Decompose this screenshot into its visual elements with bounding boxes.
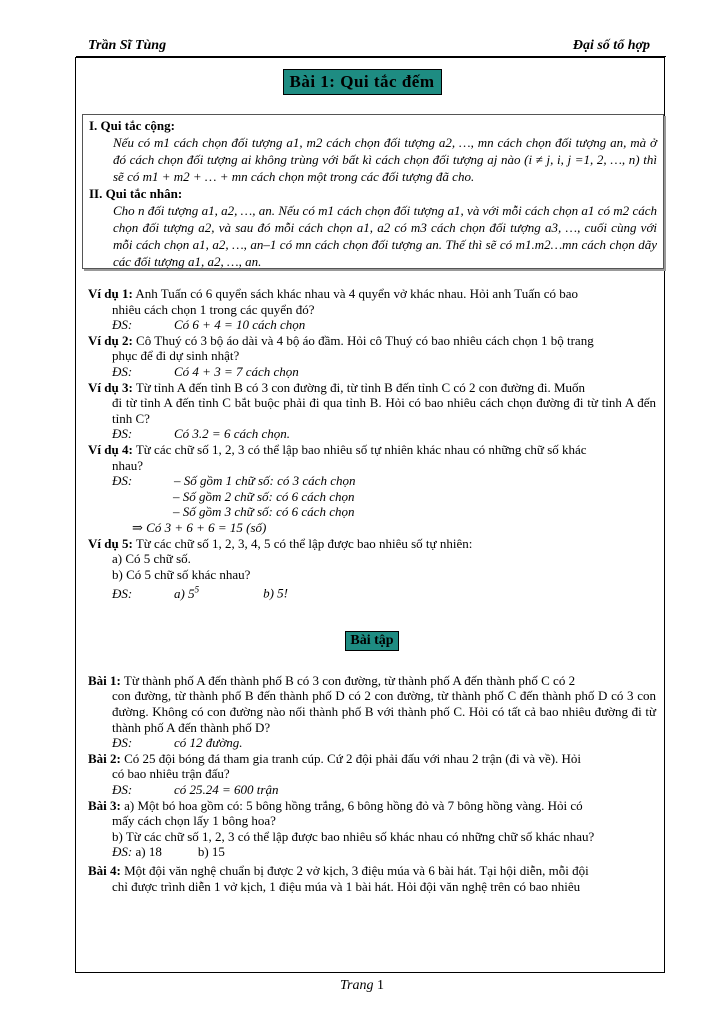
header-author: Trần Sĩ Tùng	[88, 38, 167, 53]
exercise-question: Có 25 đội bóng đá tham gia tranh cúp. Cứ 2 đội phải đấu với nhau 2 trận (đi và về). Hỏi	[124, 750, 582, 766]
answer-text: Có 6 + 4 = 10 cách chọn	[174, 317, 306, 333]
answer-label: ĐS:	[112, 473, 133, 489]
example-question: Từ các chữ số 1, 2, 3, 4, 5 có thể lập được bao nhiêu số tự nhiên:	[135, 535, 473, 551]
example-part-b: b) Có 5 chữ số khác nhau?	[112, 566, 251, 582]
exercise-answer	[112, 844, 656, 860]
answer-text: có 12 đường.	[174, 735, 243, 751]
answer-text: Có 3.2 = 6 cách chọn.	[174, 426, 291, 442]
lesson-title-text: Bài 1: Qui tắc đếm	[283, 69, 442, 95]
example-question-cont: phục để đi dự sinh nhật?	[112, 348, 240, 364]
example-answer	[112, 473, 656, 489]
answer-text: có 25.24 = 600 trận	[174, 781, 279, 797]
answer-item: – Số gồm 2 chữ số: có 6 cách chọn	[173, 488, 355, 504]
answer-a-base: a) 5	[174, 585, 195, 601]
exercise-2	[88, 751, 656, 767]
footer-label: Trang	[340, 978, 374, 993]
example-4	[88, 442, 656, 458]
example-label: Ví dụ 5:	[88, 535, 133, 551]
example-part-a: a) Có 5 chữ số.	[112, 551, 191, 567]
exercise-label: Bài 2:	[88, 750, 121, 766]
answer-label: ĐS:	[112, 735, 133, 751]
example-label: Ví dụ 3:	[88, 379, 133, 395]
example-2	[88, 333, 656, 349]
example-3	[88, 380, 656, 396]
exercises-title-text: Bài tập	[345, 631, 398, 651]
exercise-part-b: b) Từ các chữ số 1, 2, 3 có thể lập được bao nhiêu số khác nhau có những chữ số khác nhau?	[112, 828, 595, 844]
answer-label: ĐS:	[112, 844, 133, 860]
answer-b: b) 5!	[263, 585, 289, 601]
example-label: Ví dụ 2:	[88, 332, 133, 348]
answer-label: ĐS:	[112, 317, 133, 333]
answer-item: – Số gồm 3 chữ số: có 6 cách chọn	[173, 504, 355, 520]
example-question: Cô Thuý có 3 bộ áo dài và 4 bộ áo đầm. Hỏi cô Thuý có bao nhiêu cách chọn 1 bộ trang	[136, 332, 594, 348]
header-subject: Đại số tổ hợp	[572, 38, 650, 53]
example-answer	[112, 364, 656, 380]
exercise-answer	[112, 782, 656, 798]
exercise-question: Một đội văn nghệ chuẩn bị được 2 vở kịch, 3 điệu múa và 6 bài hát. Tại hội diễn, mỗi đội	[124, 862, 589, 878]
example-1	[88, 286, 656, 302]
answer-label: ĐS:	[112, 363, 133, 379]
exercise-question: Từ thành phố A đến thành phố B có 3 con đường, từ thành phố A đến thành phố C có 2	[123, 672, 576, 688]
exercise-label: Bài 3:	[88, 797, 121, 813]
rule1-heading: I. Qui tắc cộng:	[89, 118, 175, 133]
exercise-answer	[112, 735, 656, 751]
page-number: 1	[376, 978, 384, 993]
rule2-heading: II. Qui tắc nhân:	[89, 186, 183, 201]
answer-text: Có 4 + 3 = 7 cách chọn	[174, 363, 299, 379]
exercise-question: a) Một bó hoa gồm có: 5 bông hồng trắng, 6 bông hồng đỏ và 7 bông hồng vàng. Hỏi có	[124, 797, 583, 813]
example-question-cont: nhau?	[112, 457, 144, 473]
exercise-1	[88, 673, 656, 689]
exercise-label: Bài 1:	[88, 672, 121, 688]
answer-label: ĐS:	[112, 781, 133, 797]
answer-a: a) 18	[135, 844, 162, 860]
rule1-text: Nếu có m1 cách chọn đối tượng a1, m2 cách chọn đối tượng a2, …, mn cách chọn đối tượng an, mà ở đó cách chọn đối tượng ai không trùng với bất kì cách chọn đối tượng aj nào (i ≠ j, i, j =1, 2, …, n) thì sẽ có m1 + m2 + … + mn cách chọn một trong các đối tượng đã cho.	[113, 135, 657, 184]
example-question: Từ các chữ số 1, 2, 3 có thể lập bao nhiêu số tự nhiên khác nhau có những chữ số khác	[135, 441, 587, 457]
example-label: Ví dụ 4:	[88, 441, 133, 457]
page-footer	[0, 978, 724, 994]
exercise-question-cont: có bao nhiêu trận đấu?	[112, 766, 230, 782]
answer-conclusion: ⇒ Có 3 + 6 + 6 = 15 (số)	[132, 519, 267, 535]
example-question: Anh Tuấn có 6 quyển sách khác nhau và 4 quyển vở khác nhau. Hỏi anh Tuấn có bao	[135, 286, 579, 301]
example-answer	[112, 317, 656, 333]
answer-a	[174, 586, 199, 601]
exercise-question-cont: con đường, từ thành phố B đến thành phố D có 2 con đường, từ thành phố C đến thành phố D có 3 con đường. Không có con đường nào nối thành phố B với thành phố C. Hỏi có tất cả bao nhiêu đường đi từ thành phố A đến thành phố D?	[112, 688, 656, 735]
example-question-cont: nhiêu cách chọn 1 trong các quyển đó?	[112, 301, 315, 317]
exercise-4	[88, 863, 656, 879]
answer-label: ĐS:	[112, 585, 133, 601]
exercise-3	[88, 798, 656, 814]
answer-a-exponent: 5	[194, 584, 200, 595]
exercise-question-cont: chỉ được trình diễn 1 vở kịch, 1 điệu múa và 1 bài hát. Hỏi đội văn nghệ trên có bao nhiêu	[112, 878, 581, 894]
answer-label: ĐS:	[112, 426, 133, 442]
lesson-title	[0, 69, 724, 95]
example-question: Từ tỉnh A đến tỉnh B có 3 con đường đi, từ tỉnh B đến tỉnh C có 2 con đường đi. Muốn	[135, 379, 586, 395]
answer-b: b) 15	[197, 844, 225, 860]
theory-box	[82, 114, 664, 269]
main-content	[88, 286, 656, 894]
rule2-text: Cho n đối tượng a1, a2, …, an. Nếu có m1 cách chọn đối tượng a1, và với mỗi cách chọn a1 có m2 cách chọn đối tượng a2, và sau đó mỗi cách chọn a1, a2 có m3 cách chọn đối tượng a3, …, cuối cùng với mỗi cách chọn a1, a2, …, an–1 có mn cách chọn đối tượng an. Thế thì sẽ có m1.m2…mn cách chọn dãy các đối tượng a1, a2, …, an.	[113, 203, 657, 269]
example-question-cont: đi từ tỉnh A đến tỉnh C bắt buộc phải đi qua tỉnh B. Hỏi có bao nhiêu cách chọn đường đi từ tỉnh A đến tỉnh C?	[112, 395, 656, 426]
exercise-label: Bài 4:	[88, 862, 121, 878]
exercise-question-cont: mấy cách chọn lấy 1 bông hoa?	[112, 813, 276, 829]
example-answer	[112, 582, 656, 601]
example-label: Ví dụ 1:	[88, 286, 133, 301]
example-5	[88, 536, 656, 552]
example-answer	[112, 426, 656, 442]
exercises-title	[88, 631, 656, 651]
answer-item: – Số gồm 1 chữ số: có 3 cách chọn	[174, 473, 356, 489]
